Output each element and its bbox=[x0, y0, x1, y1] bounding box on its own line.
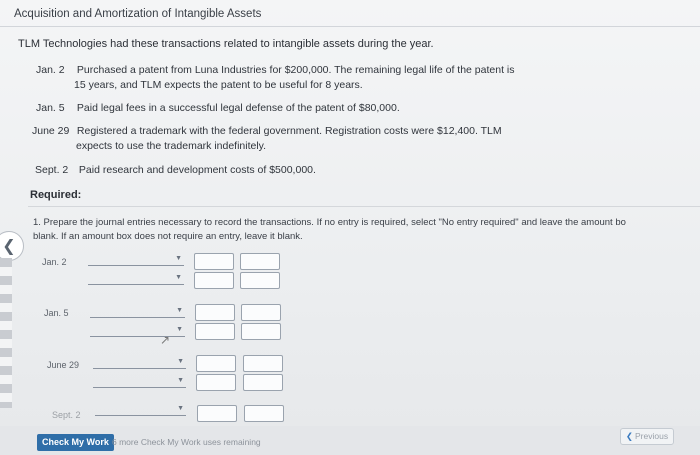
entry-date-june29: June 29 bbox=[47, 360, 80, 370]
transaction-june29 bbox=[32, 124, 502, 154]
credit-amount-input[interactable] bbox=[241, 304, 281, 321]
question-instructions bbox=[33, 216, 700, 244]
entry-date-sept2: Sept. 2 bbox=[52, 410, 81, 420]
transaction-jan5 bbox=[36, 101, 400, 116]
credit-amount-input[interactable] bbox=[243, 374, 283, 391]
transaction-date: Jan. 2 bbox=[36, 64, 65, 76]
credit-amount-input[interactable] bbox=[240, 253, 280, 270]
chevron-left-icon: ❮ bbox=[2, 238, 16, 255]
account-select[interactable] bbox=[88, 271, 184, 285]
mouse-cursor-icon: ↗ bbox=[160, 333, 171, 347]
side-navigation-strip bbox=[0, 258, 12, 408]
debit-amount-input[interactable] bbox=[195, 304, 235, 321]
debit-amount-input[interactable] bbox=[194, 272, 234, 289]
transaction-sept2 bbox=[35, 163, 316, 178]
transaction-text: Paid research and development costs of $500,000. bbox=[78, 164, 316, 176]
check-my-work-button[interactable]: Check My Work bbox=[37, 434, 114, 451]
account-select[interactable] bbox=[93, 355, 186, 369]
account-select[interactable] bbox=[90, 304, 185, 318]
question-line: 1. Prepare the journal entries necessary to record the transactions. If no entry is required, select "No entry required" and leave the amount bo bbox=[33, 217, 626, 228]
credit-amount-input[interactable] bbox=[240, 272, 280, 289]
entry-date-jan5: Jan. 5 bbox=[44, 308, 69, 318]
credit-amount-input[interactable] bbox=[244, 405, 284, 422]
account-select[interactable] bbox=[95, 402, 186, 416]
transaction-text-cont: 15 years, and TLM expects the patent to be useful for 8 years. bbox=[74, 79, 363, 91]
caret-down-icon: ▼ bbox=[175, 274, 182, 281]
debit-amount-input[interactable] bbox=[196, 355, 236, 372]
transaction-date: June 29 bbox=[32, 125, 70, 137]
credit-amount-input[interactable] bbox=[243, 355, 283, 372]
divider bbox=[28, 206, 700, 207]
account-select[interactable] bbox=[93, 374, 186, 388]
debit-amount-input[interactable] bbox=[194, 253, 234, 270]
problem-intro: TLM Technologies had these transactions related to intangible assets during the year. bbox=[18, 38, 434, 50]
transaction-date: Jan. 5 bbox=[36, 102, 65, 114]
caret-down-icon: ▼ bbox=[175, 255, 182, 262]
debit-amount-input[interactable] bbox=[197, 405, 237, 422]
debit-amount-input[interactable] bbox=[196, 374, 236, 391]
transaction-text: Registered a trademark with the federal government. Registration costs were $12,400. TLM bbox=[76, 125, 502, 137]
page-title: Acquisition and Amortization of Intangible Assets bbox=[14, 8, 262, 20]
entry-date-jan2: Jan. 2 bbox=[42, 257, 67, 267]
check-remaining-text: 6 more Check My Work uses remaining bbox=[112, 437, 261, 447]
caret-down-icon: ▼ bbox=[176, 326, 183, 333]
transaction-text-cont: expects to use the trademark indefinitely. bbox=[76, 140, 267, 152]
chevron-left-icon: ❮ bbox=[625, 431, 634, 441]
credit-amount-input[interactable] bbox=[241, 323, 281, 340]
question-line: blank. If an amount box does not require an entry, leave it blank. bbox=[33, 231, 303, 242]
transaction-jan2 bbox=[36, 63, 515, 93]
caret-down-icon: ▼ bbox=[177, 377, 184, 384]
transaction-text: Purchased a patent from Luna Industries for $200,000. The remaining legal life of the patent is bbox=[76, 64, 515, 76]
transaction-text: Paid legal fees in a successful legal defense of the patent of $80,000. bbox=[76, 102, 400, 114]
back-button[interactable] bbox=[0, 231, 24, 261]
previous-label: Previous bbox=[635, 431, 669, 441]
transaction-date: Sept. 2 bbox=[35, 164, 69, 176]
divider bbox=[0, 26, 700, 27]
caret-down-icon: ▼ bbox=[177, 358, 184, 365]
caret-down-icon: ▼ bbox=[176, 307, 183, 314]
account-select[interactable] bbox=[90, 323, 185, 337]
debit-amount-input[interactable] bbox=[195, 323, 235, 340]
account-select[interactable] bbox=[88, 252, 184, 266]
caret-down-icon: ▼ bbox=[177, 405, 184, 412]
previous-button[interactable] bbox=[620, 428, 674, 445]
required-label: Required: bbox=[30, 189, 82, 201]
